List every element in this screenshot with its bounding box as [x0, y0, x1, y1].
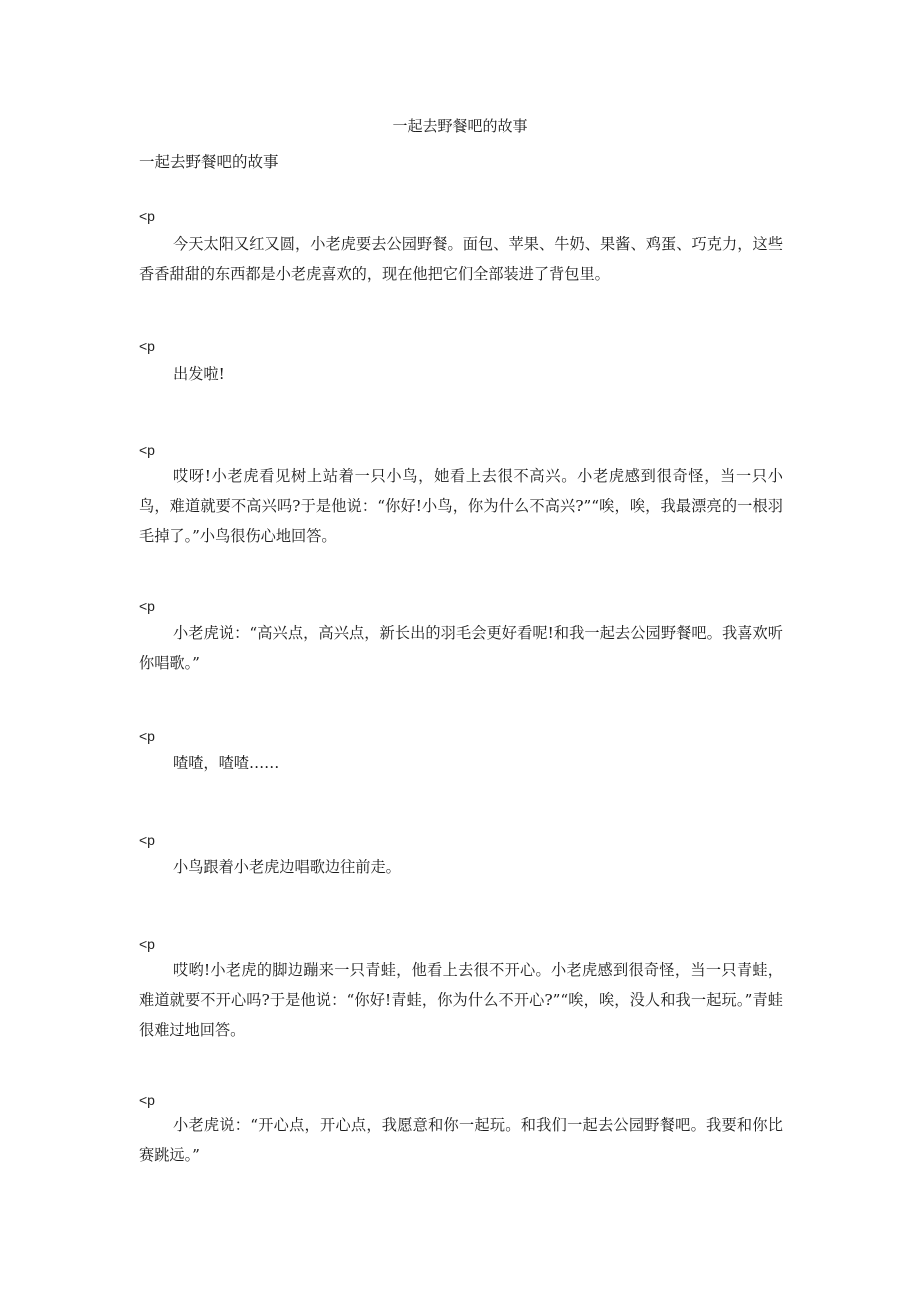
- story-paragraph: 小鸟跟着小老虎边唱歌边往前走。: [173, 858, 401, 876]
- p-tag-marker: <p: [139, 832, 155, 848]
- p-tag-marker: <p: [139, 442, 155, 458]
- p-tag-marker: <p: [139, 936, 155, 952]
- story-paragraph: 今天太阳又红又圆，小老虎要去公园野餐。面包、苹果、牛奶、果酱、鸡蛋、巧克力，这些香香甜甜的东西都是小老虎喜欢的，现在他把它们全部装进了背包里。: [139, 235, 783, 283]
- p-tag-marker: <p: [139, 338, 155, 354]
- story-paragraph: 小老虎说：“开心点，开心点，我愿意和你一起玩。和我们一起去公园野餐吧。我要和你比赛跳远。”: [139, 1116, 783, 1164]
- story-paragraph: 出发啦!: [173, 365, 225, 383]
- p-tag-marker: <p: [139, 1092, 155, 1108]
- story-paragraph: 哎呀!小老虎看见树上站着一只小鸟，她看上去很不高兴。小老虎感到很奇怪，当一只小鸟，难道就要不高兴吗?于是他说：“你好!小鸟，你为什么不高兴?”“唉，唉，我最漂亮的一根羽毛掉了。”小鸟很伤心地回答。: [139, 467, 783, 545]
- story-paragraph: 小老虎说：“高兴点，高兴点，新长出的羽毛会更好看呢!和我一起去公园野餐吧。我喜欢听你唱歌。”: [139, 624, 783, 672]
- story-paragraph: 喳喳，喳喳……: [173, 754, 280, 772]
- document-heading: 一起去野餐吧的故事: [139, 153, 279, 171]
- p-tag-marker: <p: [139, 728, 155, 744]
- p-tag-marker: <p: [139, 208, 155, 224]
- p-tag-marker: <p: [139, 598, 155, 614]
- document-title: 一起去野餐吧的故事: [392, 117, 528, 135]
- story-paragraph: 哎哟!小老虎的脚边蹦来一只青蛙，他看上去很不开心。小老虎感到很奇怪，当一只青蛙，难道就要不开心吗?于是他说：“你好!青蛙，你为什么不开心?”“唉，唉，没人和我一起玩。”青蛙很难过地回答。: [139, 961, 783, 1039]
